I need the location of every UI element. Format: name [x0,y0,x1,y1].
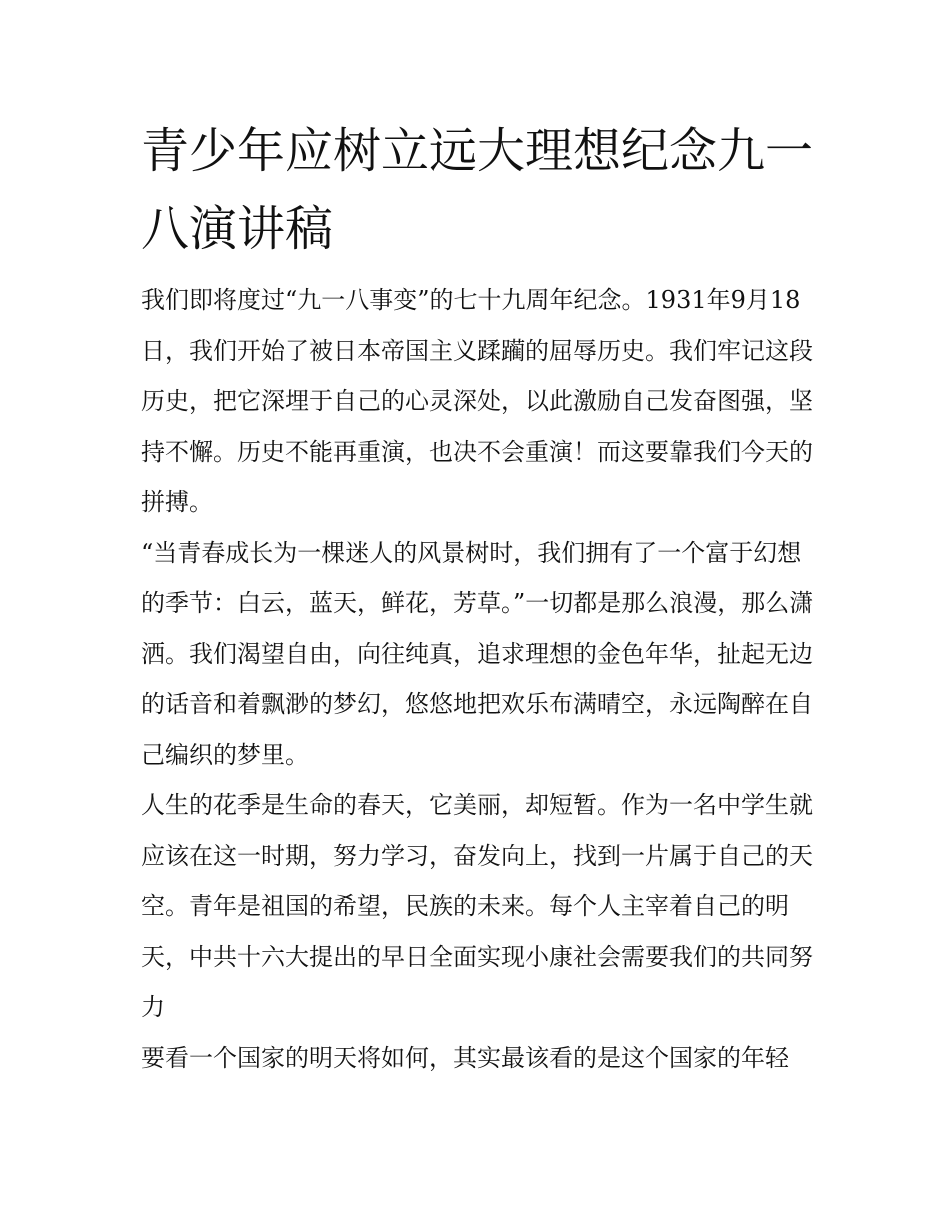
paragraph-2: “当青春成长为一棵迷人的风景树时，我们拥有了一个富于幻想的季节：白云，蓝天，鲜花，芳草。”一切都是那么浪漫，那么潇洒。我们渴望自由，向往纯真，追求理想的金色年华，扯起无边的话音和着飘渺的梦幻，悠悠地把欢乐布满晴空，永远陶醉在自己编织的梦里。 [141,538,814,769]
paragraph-3: 人生的花季是生命的春天，它美丽，却短暂。作为一名中学生就应该在这一时期，努力学习，奋发向上，找到一片属于自己的天空。青年是祖国的希望，民族的未来。每个人主宰着自己的明天，中共十六大提出的早日全面实现小康社会需要我们的共同努力 [141,791,813,1021]
document-body [141,275,821,1083]
paragraph-1: 我们即将度过“九一八事变”的七十九周年纪念。1931年9月18日，我们开始了被日本帝国主义蹂躏的屈辱历史。我们牢记这段历史，把它深埋于自己的心灵深处，以此激励自己发奋图强，坚持不懈。历史不能再重演，也决不会重演！而这要靠我们今天的拼搏。 [141,286,813,516]
paragraph-4: 要看一个国家的明天将如何，其实最该看的是这个国家的年轻 [141,1043,789,1072]
document-title: 青少年应树立远大理想纪念九一八演讲稿 [141,123,814,257]
